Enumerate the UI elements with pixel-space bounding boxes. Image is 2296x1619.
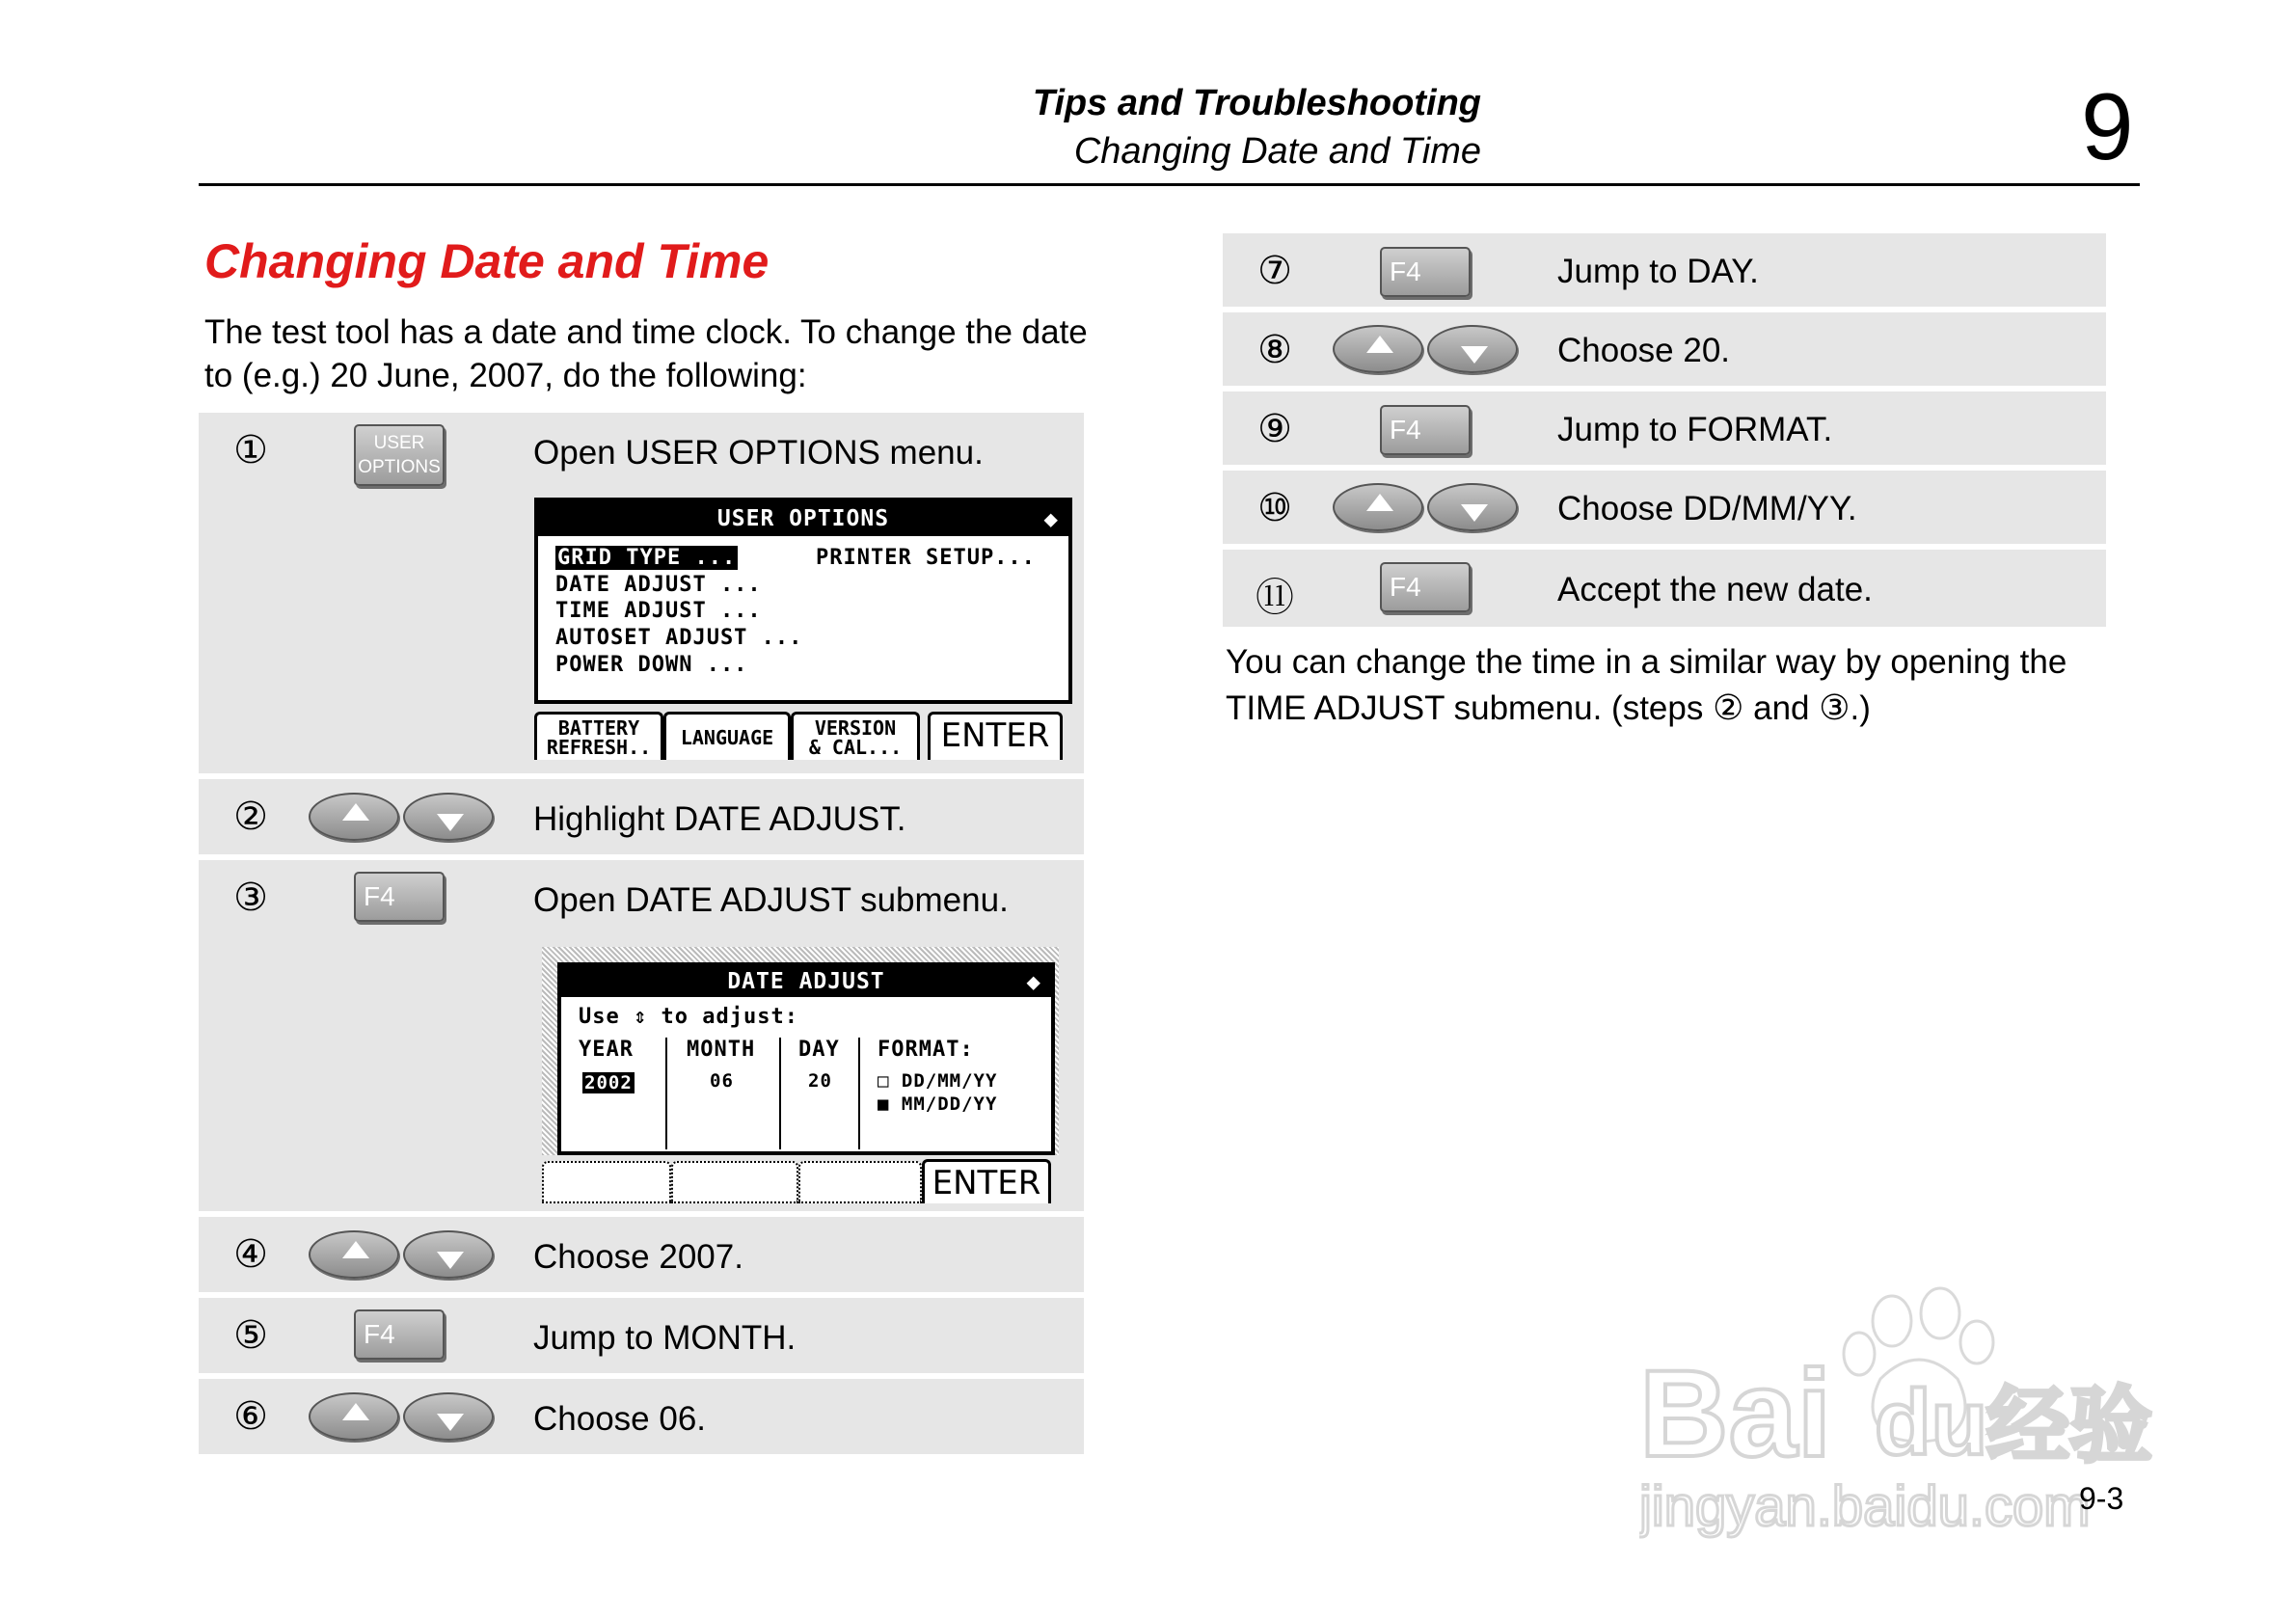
- menu-item: DATE ADJUST ...: [555, 573, 762, 597]
- menu-item: PRINTER SETUP...: [816, 546, 1036, 570]
- step-number: ⑤: [233, 1313, 268, 1358]
- step-text: Choose 06.: [533, 1400, 707, 1438]
- menu-item: TIME ADJUST ...: [555, 599, 762, 623]
- step-7: [1223, 233, 2106, 307]
- arrow-up-icon: [309, 793, 399, 841]
- softkey-enter: ENTER: [922, 1159, 1051, 1203]
- step-number: ⑦: [1257, 249, 1292, 293]
- step-number: ①: [233, 428, 268, 472]
- lcd-title: DATE ADJUST: [727, 969, 885, 994]
- intro-paragraph: The test tool has a date and time clock. To change the date to (e.g.) 20 June, 2007, do the following:: [204, 313, 1088, 394]
- step-5: [199, 1298, 1084, 1373]
- softkey-bar: [542, 1161, 1051, 1203]
- softkey-version: [791, 712, 920, 760]
- svg-text:Bai: Bai: [1639, 1345, 1832, 1483]
- softkey-language: LANGUAGE: [663, 712, 791, 760]
- arrow-down-icon: [403, 1230, 494, 1279]
- step-text: Open USER OPTIONS menu.: [533, 434, 984, 472]
- step-text: Jump to FORMAT.: [1557, 411, 1833, 448]
- arrow-up-icon: [1333, 325, 1423, 373]
- softkey-label: BATTERY: [557, 716, 640, 740]
- step-text: Highlight DATE ADJUST.: [533, 800, 906, 838]
- page-title: Changing Date and Time: [204, 234, 770, 288]
- f4-key-icon: F4: [354, 1309, 445, 1360]
- f4-key-icon: F4: [354, 872, 445, 922]
- step-number: ⑧: [1257, 328, 1292, 372]
- adjust-hint: [579, 1005, 798, 1029]
- step-2: [199, 779, 1084, 854]
- step-text: Accept the new date.: [1557, 571, 1873, 608]
- step-text: Choose 2007.: [533, 1238, 743, 1276]
- softkey-bar: [534, 712, 1063, 760]
- menu-item: AUTOSET ADJUST ...: [555, 626, 803, 650]
- column-month: MONTH: [687, 1038, 756, 1062]
- softkey-enter: ENTER: [928, 712, 1063, 760]
- softkey-empty: [542, 1161, 671, 1203]
- arrow-down-icon: [1427, 483, 1518, 531]
- lcd-frame: [534, 498, 1072, 704]
- move-icon: ◆: [1043, 505, 1059, 532]
- step-number: ④: [233, 1232, 268, 1277]
- svg-text:jingyan.baidu.com: jingyan.baidu.com: [1639, 1475, 2091, 1538]
- step-11: [1223, 550, 2106, 627]
- key-label: OPTIONS: [358, 457, 441, 477]
- hint-text: Use: [579, 1005, 620, 1029]
- format-option: □ DD/MM/YY: [878, 1070, 998, 1092]
- lcd-titlebar: [561, 966, 1051, 997]
- lcd-title: USER OPTIONS: [716, 506, 890, 531]
- chapter-number: 9: [2081, 73, 2134, 179]
- menu-item: [555, 546, 738, 570]
- step-3: [199, 860, 1084, 1211]
- arrow-down-icon: [403, 1392, 494, 1441]
- step-text: Jump to MONTH.: [533, 1319, 797, 1357]
- section-title: Changing Date and Time: [1073, 131, 1481, 172]
- column-format: FORMAT:: [878, 1038, 974, 1062]
- divider: [665, 1038, 667, 1149]
- softkey-empty: [798, 1161, 922, 1203]
- updown-icon: ⇕: [634, 1005, 648, 1029]
- svg-text:经验: 经验: [1986, 1378, 2152, 1474]
- header-rule: [199, 183, 2140, 186]
- date-adjust-screen: [542, 947, 1059, 1205]
- step-text: Jump to DAY.: [1557, 253, 1759, 290]
- arrow-up-icon: [309, 1392, 399, 1441]
- chapter-title: Tips and Troubleshooting: [1032, 83, 1481, 123]
- year-value: [582, 1070, 635, 1094]
- softkey-label: REFRESH..: [546, 736, 652, 759]
- divider: [858, 1038, 860, 1149]
- column-day: DAY: [798, 1038, 840, 1062]
- step-6: [199, 1379, 1084, 1454]
- step-reference: ③: [1819, 688, 1850, 728]
- step-number: ⑨: [1257, 407, 1292, 451]
- step-9: [1223, 391, 2106, 465]
- note-text: .): [1850, 689, 1871, 727]
- step-number: ⑩: [1257, 486, 1292, 530]
- f4-key-icon: F4: [1380, 562, 1471, 612]
- arrow-down-icon: [1427, 325, 1518, 373]
- softkey-empty: [671, 1161, 798, 1203]
- divider: [779, 1038, 781, 1149]
- softkey-battery: [534, 712, 663, 760]
- step-4: [199, 1217, 1084, 1292]
- step-text: Choose DD/MM/YY.: [1557, 490, 1857, 527]
- lcd-frame: [557, 962, 1055, 1155]
- step-text: Open DATE ADJUST submenu.: [533, 881, 1009, 919]
- step-number: ⑪: [1256, 575, 1294, 620]
- step-8: [1223, 312, 2106, 386]
- step-10: [1223, 471, 2106, 544]
- user-options-screen: [534, 498, 1072, 766]
- page-number: 9-3: [2079, 1481, 2124, 1516]
- arrow-up-icon: [1333, 483, 1423, 531]
- softkey-label: & CAL...: [808, 736, 903, 759]
- key-label: USER: [373, 433, 425, 453]
- step-reference: ②: [1713, 688, 1744, 728]
- day-value: 20: [808, 1070, 832, 1092]
- column-year: YEAR: [579, 1038, 634, 1062]
- user-options-key-icon: [354, 424, 445, 486]
- step-number: ②: [233, 795, 268, 839]
- menu-item: POWER DOWN ...: [555, 653, 748, 677]
- format-option-selected: ■ MM/DD/YY: [878, 1093, 998, 1115]
- year-value-selected: 2002: [584, 1072, 633, 1093]
- svg-text:du: du: [1875, 1371, 1988, 1474]
- arrow-down-icon: [403, 793, 494, 841]
- note-paragraph: [1226, 639, 2151, 732]
- step-text: Choose 20.: [1557, 332, 1731, 369]
- note-text: You can change the time in a similar way by opening the TIME ADJUST submenu. (steps: [1226, 643, 2067, 727]
- step-number: ③: [233, 876, 268, 920]
- menu-item-selected: GRID TYPE ...: [557, 546, 737, 570]
- softkey-label: VERSION: [814, 716, 897, 740]
- f4-key-icon: F4: [1380, 247, 1471, 297]
- arrow-up-icon: [309, 1230, 399, 1279]
- f4-key-icon: F4: [1380, 405, 1471, 455]
- note-text: and: [1753, 689, 1810, 727]
- step-number: ⑥: [233, 1394, 268, 1439]
- move-icon: ◆: [1026, 968, 1041, 995]
- hint-text: to adjust:: [661, 1005, 798, 1029]
- month-value: 06: [710, 1070, 734, 1092]
- step-1: [199, 413, 1084, 773]
- lcd-titlebar: [538, 501, 1068, 536]
